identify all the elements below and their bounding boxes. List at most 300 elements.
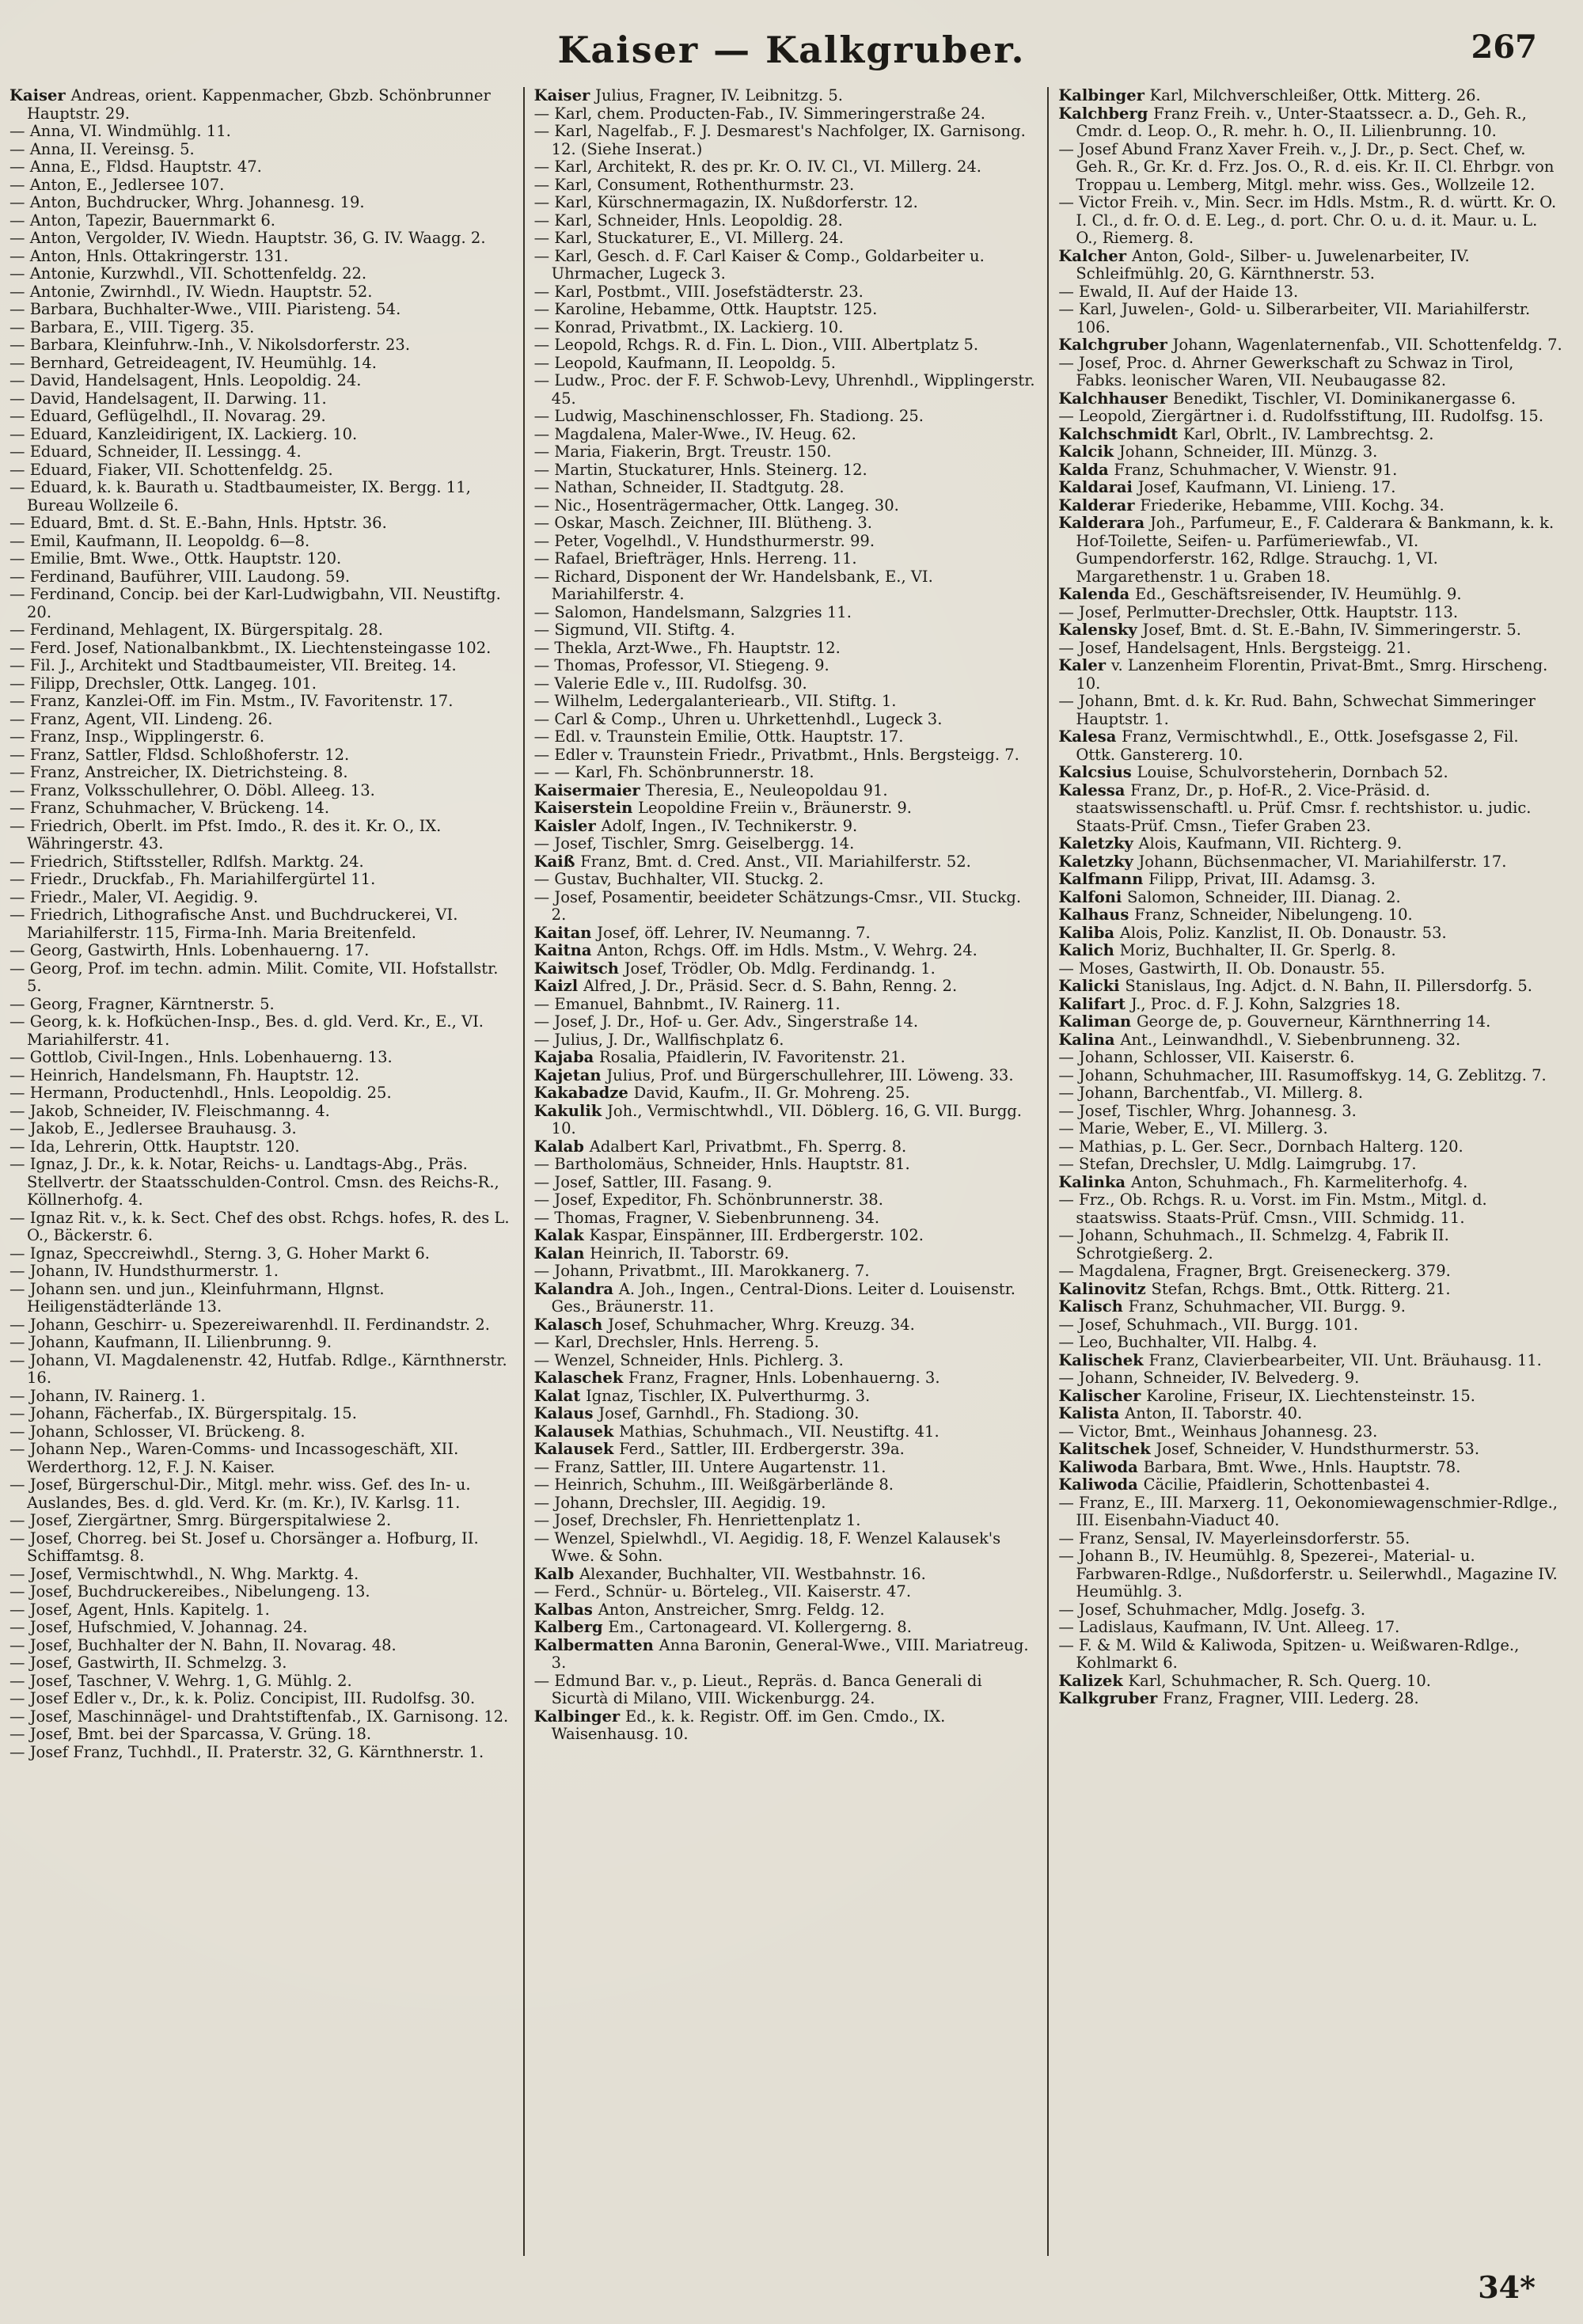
directory-entry [534, 336, 1038, 355]
entry-text: v. Lanzenheim Florentin, Privat-Bmt., Smrg. Hirscheng. 10. [1076, 656, 1548, 693]
entry-text: Ferd., Sattler, III. Erdbergerstr. 39a. [619, 1440, 905, 1458]
entry-text: — Peter, Vogelhdl., V. Hundsthurmerstr. 99. [533, 531, 875, 550]
entry-text: — Karl, Schneider, Hnls. Leopoldig. 28. [533, 211, 843, 230]
directory-entry [9, 390, 514, 408]
directory-entry [9, 408, 514, 426]
directory-entry [9, 1673, 514, 1691]
directory-entry [534, 835, 1038, 853]
directory-entry [9, 1654, 514, 1673]
entry-surname: Kalhaus [1058, 906, 1135, 924]
directory-entry [9, 1637, 514, 1655]
entry-text: — Sigmund, VII. Stiftg. 4. [533, 621, 735, 639]
directory-entry [1058, 443, 1562, 461]
entry-text: — Josef, Handelsagent, Hnls. Bergsteigg. 21. [1058, 638, 1411, 657]
directory-entry [534, 87, 1038, 105]
entry-text: — Josef, Posamentir, beeideter Schätzungs-Cmsr., VII. Stuckg. 2. [533, 887, 1022, 924]
entry-text: — Edler v. Traunstein Friedr., Privatbmt., Hnls. Bergsteigg. 7. [533, 745, 1019, 764]
directory-entry [9, 621, 514, 640]
entry-text: — Karl, chem. Producten-Fab., IV. Simmeringerstraße 24. [533, 104, 985, 123]
entry-text: Barbara, Bmt. Wwe., Hnls. Hauptstr. 78. [1143, 1457, 1461, 1476]
directory-entry [534, 1494, 1038, 1513]
entry-text: — Johann, Schuhmach., II. Schmelzg. 4, Fabrik II. Schrotgießerg. 2. [1058, 1226, 1449, 1263]
directory-entry [534, 1476, 1038, 1494]
directory-entry [1058, 1263, 1562, 1281]
entry-text: — — Karl, Fh. Schönbrunnerstr. 18. [533, 763, 814, 781]
directory-entry [9, 657, 514, 675]
directory-entry [534, 230, 1038, 248]
entry-surname: Kaldarai [1058, 478, 1138, 496]
entry-text: — Josef, Perlmutter-Drechsler, Ottk. Hauptstr. 113. [1058, 602, 1459, 621]
entry-text: — David, Handelsagent, Hnls. Leopoldig. 24. [9, 371, 362, 389]
entry-text: — Franz, Agent, VII. Lindeng. 26. [9, 709, 273, 728]
entry-text: — Thomas, Professor, VI. Stiegeng. 9. [533, 656, 829, 674]
entry-text: — Frz., Ob. Rchgs. R. u. Vorst. im Fin. Mstm., Mitgl. d. staatswiss. Staats-Prüf. Cmsn., VIII. Schmidg. 11. [1058, 1190, 1487, 1227]
entry-text: — Salomon, Handelsmann, Salzgries 11. [533, 602, 852, 621]
directory-entry [534, 1673, 1038, 1708]
entry-surname: Kalbas [533, 1600, 598, 1619]
entry-text: — Hermann, Productenhdl., Hnls. Leopoldig. 25. [9, 1084, 392, 1102]
directory-entry [534, 408, 1038, 426]
entry-surname: Kalan [533, 1244, 590, 1263]
entry-text: Stanislaus, Ing. Adjct. d. N. Bahn, II. Pillersdorfg. 5. [1125, 977, 1532, 995]
entry-surname: Kalcsius [1058, 763, 1137, 781]
entry-surname: Kalischer [1058, 1386, 1147, 1405]
entry-text: — Wilhelm, Ledergalanteriearb., VII. Stiftg. 1. [533, 692, 897, 710]
directory-entry [9, 1067, 514, 1085]
directory-entry [1058, 978, 1562, 996]
entry-text: — Johann, Schneider, IV. Belvederg. 9. [1058, 1369, 1360, 1387]
entry-surname: Kakabadze [533, 1084, 634, 1102]
directory-entry [9, 1281, 514, 1316]
entry-text: — Victor Freih. v., Min. Secr. im Hdls. Mstm., R. d. württ. Kr. O. I. Cl., d. fr. O. d. E. Leg., d. port. Chr. O. u. d. it. Maur. u. L. O., Riemerg. 8. [1058, 193, 1557, 247]
entry-text: Franz Freih. v., Unter-Staatssecr. a. D., Geh. R., Cmdr. d. Leop. O., R. mehr. h. O., II. Lilienbrunng. 10. [1076, 104, 1527, 140]
directory-entry [534, 105, 1038, 123]
entry-text: — Josef, Expeditor, Fh. Schönbrunnerstr. 38. [533, 1190, 883, 1209]
entry-text: — Konrad, Privatbmt., IX. Lackierg. 10. [533, 317, 844, 336]
entry-surname: Kalasch [533, 1315, 609, 1334]
entry-text: Karl, Schuhmacher, R. Sch. Querg. 10. [1128, 1671, 1431, 1690]
directory-entry [9, 1388, 514, 1406]
directory-entry [1058, 1281, 1562, 1299]
directory-entry [534, 1583, 1038, 1601]
entry-text: Cäcilie, Pfaidlerin, Schottenbastei 4. [1143, 1475, 1430, 1494]
entry-text: — Anna, E., Fldsd. Hauptstr. 47. [9, 158, 262, 176]
entry-text: Franz, Fragner, VIII. Lederg. 28. [1163, 1689, 1419, 1707]
entry-text: Mathias, Schuhmach., VII. Neustiftg. 41. [619, 1422, 940, 1441]
entry-text: — Josef, Agent, Hnls. Kapitelg. 1. [9, 1600, 270, 1619]
entry-text: — Josef, Tischler, Whrg. Johannesg. 3. [1058, 1101, 1357, 1120]
entry-text: — Eduard, Fiaker, VII. Schottenfeldg. 25. [9, 460, 333, 479]
page-title: Kaiser — Kalkgruber. [557, 28, 1026, 71]
entry-text: — Josef, Buchdruckereibes., Nibelungeng. 13. [9, 1582, 370, 1601]
entry-surname: Kalchschmidt [1058, 424, 1183, 443]
entry-surname: Kalaschek [533, 1369, 629, 1387]
entry-text: Ant., Leinwandhdl., V. Siebenbrunneng. 32. [1120, 1030, 1461, 1049]
entry-surname: Kaisler [533, 816, 602, 835]
directory-entry [1058, 1530, 1562, 1548]
directory-entry [1058, 621, 1562, 640]
directory-entry [534, 925, 1038, 943]
entry-text: — Eduard, Schneider, II. Lessingg. 4. [9, 442, 302, 461]
directory-entry [534, 1708, 1038, 1744]
entry-text: Em., Cartonageard. VI. Kollergerng. 8. [608, 1618, 912, 1636]
directory-entry [1058, 1547, 1562, 1601]
directory-entry [1058, 1031, 1562, 1050]
entry-surname: Kajaba [533, 1048, 600, 1066]
directory-entry [9, 1209, 514, 1245]
entry-text: Karoline, Friseur, IX. Liechtensteinstr. 15. [1146, 1386, 1475, 1405]
entry-text: — Anna, II. Vereinsg. 5. [9, 139, 195, 158]
entry-text: J., Proc. d. F. J. Kohn, Salzgries 18. [1130, 994, 1401, 1013]
entry-surname: Kaliwoda [1058, 1457, 1144, 1476]
directory-entry [1058, 925, 1562, 943]
entry-text: — Josef, Chorreg. bei St. Josef u. Chorsänger a. Hofburg, II. Schiffamtsg. 8. [9, 1528, 479, 1565]
entry-text: Anton, II. Taborstr. 40. [1125, 1404, 1303, 1422]
entry-text: Kaspar, Einspänner, III. Erdbergerstr. 102. [589, 1226, 924, 1244]
directory-entry [534, 1512, 1038, 1530]
entry-text: — Josef, Proc. d. Ahrner Gewerkschaft zu Schwaz in Tirol, Fabks. leonischer Waren, VII. Neubaugasse 82. [1058, 353, 1514, 389]
entry-text: — Friedr., Maler, VI. Aegidig. 9. [9, 887, 259, 906]
entry-text: — Nathan, Schneider, II. Stadtgutg. 28. [533, 478, 845, 496]
entry-text: — Josef, Tischler, Smrg. Geiselbergg. 14. [533, 834, 855, 853]
directory-entry [1058, 853, 1562, 872]
entry-text: — Barbara, Kleinfuhrw.-Inh., V. Nikolsdorferstr. 23. [9, 336, 411, 354]
entry-text: — Emanuel, Bahnbmt., IV. Rainerg. 11. [533, 994, 841, 1013]
directory-entry [1058, 355, 1562, 390]
directory-entry [534, 1209, 1038, 1228]
directory-entry [1058, 1673, 1562, 1691]
entry-text: Anton, Rchgs. Off. im Hdls. Mstm., V. Wehrg. 24. [597, 941, 978, 959]
directory-entry [534, 1334, 1038, 1352]
directory-entry [1058, 1174, 1562, 1192]
entry-text: — Josef, J. Dr., Hof- u. Ger. Adv., Singerstraße 14. [533, 1012, 919, 1031]
directory-entry [1058, 657, 1562, 693]
directory-entry [534, 1281, 1038, 1316]
directory-entry [534, 1174, 1038, 1192]
entry-text: Salomon, Schneider, III. Dianag. 2. [1127, 887, 1401, 906]
entry-text: — Johann, VI. Magdalenenstr. 42, Hutfab. Rdlge., Kärnthnerstr. 16. [9, 1350, 507, 1387]
entry-text: Johann, Wagenlaternenfab., VII. Schottenfeldg. 7. [1172, 336, 1562, 354]
entry-text: — Franz, Volksschullehrer, O. Döbl. Alleeg. 13. [9, 780, 375, 799]
directory-entry [534, 1103, 1038, 1138]
entry-surname: Kalcik [1058, 442, 1119, 461]
entry-surname: Kalista [1058, 1404, 1126, 1422]
directory-entry [9, 728, 514, 746]
entry-text: Julius, Fragner, IV. Leibnitzg. 5. [595, 87, 843, 104]
directory-entry [9, 265, 514, 283]
entry-surname: Kalandra [533, 1279, 619, 1298]
directory-entry [534, 996, 1038, 1014]
directory-entry [1058, 1227, 1562, 1263]
entry-text: — Ladislaus, Kaufmann, IV. Unt. Alleeg. 17. [1058, 1618, 1400, 1636]
directory-entry [534, 1423, 1038, 1441]
entry-text: — Franz, Sattler, III. Untere Augartenstr. 11. [533, 1457, 886, 1476]
entry-text: — Friedr., Druckfab., Fh. Mariahilfergürtel 11. [9, 870, 376, 888]
entry-text: — Johann, Schlosser, VI. Brückeng. 8. [9, 1422, 306, 1441]
entry-text: — Emil, Kaufmann, II. Leopoldg. 6—8. [9, 531, 310, 550]
entry-text: — Georg, Prof. im techn. admin. Milit. Comite, VII. Hofstallstr. 5. [9, 959, 499, 995]
directory-entry [1058, 515, 1562, 586]
entry-text: — Moses, Gastwirth, II. Ob. Donaustr. 55. [1058, 959, 1386, 978]
directory-entry [534, 533, 1038, 551]
directory-entry [534, 443, 1038, 461]
entry-surname: Kalinka [1058, 1172, 1131, 1191]
entry-text: — Karoline, Hebamme, Ottk. Hauptstr. 125. [533, 300, 878, 318]
directory-entry [1058, 1013, 1562, 1031]
directory-entry [534, 194, 1038, 212]
entry-text: Rosalia, Pfaidlerin, IV. Favoritenstr. 21. [599, 1048, 905, 1066]
entry-surname: Kalbinger [1058, 87, 1150, 104]
directory-entry [1058, 1298, 1562, 1316]
entry-surname: Kalfmann [1058, 870, 1149, 888]
directory-entry [9, 141, 514, 159]
directory-entry [1058, 1441, 1562, 1459]
directory-entry [534, 1316, 1038, 1335]
directory-entry [1058, 87, 1562, 105]
directory-entry [534, 604, 1038, 622]
entry-text: — Eduard, k. k. Baurath u. Stadtbaumeister, IX. Bergg. 11, Bureau Wollzeile 6. [9, 478, 471, 515]
directory-entry [534, 960, 1038, 978]
entry-text: — Karl, Stuckaturer, E., VI. Millerg. 24. [533, 229, 844, 247]
directory-entry [534, 283, 1038, 302]
directory-entry [9, 1530, 514, 1566]
entry-text: Josef, Schuhmacher, Whrg. Kreuzg. 34. [608, 1315, 915, 1334]
entry-surname: Kalfoni [1058, 887, 1128, 906]
directory-entry [1058, 1316, 1562, 1335]
directory-entry [534, 1138, 1038, 1156]
entry-text: Ed., Geschäftsreisender, IV. Heumühlg. 9. [1134, 585, 1462, 603]
entry-text: — Ferdinand, Concip. bei der Karl-Ludwigbahn, VII. Neustiftg. 20. [9, 585, 501, 621]
directory-entry [1058, 960, 1562, 978]
directory-entry [534, 1459, 1038, 1477]
entry-surname: Kalich [1058, 941, 1120, 959]
entry-text: — Ida, Lehrerin, Ottk. Hauptstr. 120. [9, 1137, 300, 1156]
entry-surname: Kaiser [533, 87, 596, 104]
directory-entry [1058, 1120, 1562, 1138]
directory-entry [1058, 1423, 1562, 1441]
entry-text: — Valerie Edle v., III. Rudolfsg. 30. [533, 674, 807, 693]
entry-text: — Karl, Drechsler, Hnls. Herreng. 5. [533, 1333, 819, 1351]
directory-entry [9, 177, 514, 195]
entry-text: Franz, Vermischtwhdl., E., Ottk. Josefsgasse 2, Fil. Ottk. Ganstererg. 10. [1076, 727, 1519, 764]
entry-text: — Josef, Hufschmied, V. Johannag. 24. [9, 1618, 308, 1636]
directory-entry [9, 1084, 514, 1103]
entry-surname: Kalak [533, 1226, 590, 1244]
entry-surname: Kalderara [1058, 514, 1150, 532]
entry-text: Joh., Parfumeur, E., F. Calderara & Bankmann, k. k. Hof-Toilette, Seifen- u. Parfümeriewfab., VI. Gumpendorferstr. 162, Rdlge. Strauchg. 1, VI. Margarethenstr. 1 u. Graben 18. [1076, 514, 1555, 586]
entry-surname: Kaiwitsch [533, 959, 624, 978]
entry-text: — Stefan, Drechsler, U. Mdlg. Laimgrubg. 17. [1058, 1155, 1417, 1173]
entry-text: — Anna, VI. Windmühlg. 11. [9, 122, 231, 140]
directory-entry [534, 640, 1038, 658]
entry-text: — Josef, Bürgerschul-Dir., Mitgl. mehr. wiss. Gef. des In- u. Auslandes, Bes. d. gld. Verd. Kr. (m. Kr.), IV. Karlsg. 11. [9, 1475, 471, 1512]
entry-surname: Kaiß [533, 852, 581, 871]
entry-surname: Kalb [533, 1564, 580, 1583]
directory-entry [1058, 586, 1562, 604]
directory-entry [534, 782, 1038, 800]
entry-text: — Jakob, Schneider, IV. Fleischmanng. 4. [9, 1101, 330, 1120]
entry-text: — Heinrich, Schuhm., III. Weißgärberlände 8. [533, 1475, 894, 1494]
directory-entry [534, 319, 1038, 337]
entry-text: — Franz, Sattler, Fldsd. Schloßhoferstr. 12. [9, 745, 350, 764]
entry-text: Louise, Schulvorsteherin, Dornbach 52. [1137, 763, 1448, 781]
entry-text: — Leopold, Ziergärtner i. d. Rudolfsstiftung, III. Rudolfsg. 15. [1058, 407, 1544, 425]
entry-text: — Anton, Tapezir, Bauernmarkt 6. [9, 211, 275, 230]
directory-entry [1058, 728, 1562, 764]
directory-entry [9, 479, 514, 515]
entry-text: — Johann sen. und jun., Kleinfuhrmann, Hlgnst. Heiligenstädterlände 13. [9, 1279, 385, 1316]
entry-text: — Maria, Fiakerin, Brgt. Treustr. 150. [533, 442, 832, 461]
entry-text: — Heinrich, Handelsmann, Fh. Hauptstr. 12. [9, 1065, 359, 1084]
entry-text: — Johann, Bmt. d. k. Kr. Rud. Bahn, Schwechat Simmeringer Hauptstr. 1. [1058, 692, 1536, 728]
directory-entry [1058, 764, 1562, 782]
directory-entry [1058, 390, 1562, 408]
entry-surname: Kaliman [1058, 1012, 1137, 1031]
entry-surname: Kalitschek [1058, 1440, 1156, 1458]
entry-surname: Kalbermatten [533, 1635, 659, 1654]
directory-entry [9, 1690, 514, 1708]
entry-surname: Kalischek [1058, 1350, 1149, 1369]
directory-entry [534, 355, 1038, 373]
entry-text: Karl, Milchverschleißer, Ottk. Mitterg. 26. [1149, 87, 1481, 104]
directory-entry [534, 248, 1038, 283]
entry-text: Alexander, Buchhalter, VII. Westbahnstr. 16. [579, 1564, 926, 1583]
entry-text: Anna Baronin, General-Wwe., VIII. Mariatreug. 3. [551, 1635, 1029, 1672]
directory-entry [9, 319, 514, 337]
entry-text: — Johann, Barchentfab., VI. Millerg. 8. [1058, 1084, 1364, 1102]
entry-text: — Rafael, Briefträger, Hnls. Herreng. 11. [533, 549, 857, 568]
directory-entry [534, 1405, 1038, 1423]
directory-entry [1058, 283, 1562, 302]
directory-entry [9, 675, 514, 693]
entry-surname: Kalensky [1058, 621, 1143, 639]
entry-text: Franz, Schuhmacher, V. Wienstr. 91. [1114, 460, 1398, 479]
entry-text: Benedikt, Tischler, VI. Dominikanergasse 6. [1172, 389, 1517, 408]
entry-surname: Kaizl [533, 977, 583, 995]
entry-text: — Antonie, Kurzwhdl., VII. Schottenfeldg. 22. [9, 264, 367, 283]
directory-entry [9, 871, 514, 889]
directory-entry [534, 764, 1038, 782]
directory-entry [1058, 1476, 1562, 1494]
directory-entry [9, 1476, 514, 1512]
directory-entry [1058, 426, 1562, 444]
entry-text: — Leo, Buchhalter, VII. Halbg. 4. [1058, 1333, 1318, 1351]
entry-surname: Kaisermaier [533, 780, 646, 799]
entry-text: — Thomas, Fragner, V. Siebenbrunneng. 34. [533, 1208, 880, 1227]
directory-entry [9, 1316, 514, 1335]
entry-text: — Eduard, Kanzleidirigent, IX. Lackierg. 10. [9, 424, 358, 443]
entry-text: Franz, Clavierbearbeiter, VII. Unt. Bräuhausg. 11. [1148, 1350, 1542, 1369]
entry-surname: Kalizek [1058, 1671, 1129, 1690]
entry-surname: Kalesa [1058, 727, 1122, 746]
entry-surname: Kaliwoda [1058, 1475, 1144, 1494]
directory-entry [9, 283, 514, 302]
entry-text: Franz, Bmt. d. Cred. Anst., VII. Mariahilferstr. 52. [580, 852, 971, 871]
entry-text: — Ferd. Josef, Nationalbankbmt., IX. Liechtensteingasse 102. [9, 638, 492, 657]
entry-text: — Georg, Fragner, Kärntnerstr. 5. [9, 994, 275, 1013]
directory-entry [534, 1031, 1038, 1050]
entry-surname: Kalab [533, 1137, 590, 1156]
directory-entry [9, 1156, 514, 1209]
directory-entry [9, 1744, 514, 1762]
entry-text: Joh., Vermischtwhdl., VII. Döblerg. 16, G. VII. Burgg. 10. [551, 1101, 1023, 1137]
directory-entry [9, 1726, 514, 1744]
entry-text: Friederike, Hebamme, VIII. Kochg. 34. [1140, 496, 1444, 515]
entry-text: Leopoldine Freiin v., Bräunerstr. 9. [638, 799, 912, 817]
entry-surname: Kalausek [533, 1422, 620, 1441]
entry-surname: Kalifart [1058, 994, 1131, 1013]
entry-text: — Anton, E., Jedlersee 107. [9, 175, 225, 194]
entry-text: — Ludwig, Maschinenschlosser, Fh. Stadiong. 25. [533, 407, 924, 425]
entry-text: — Josef, Buchhalter der N. Bahn, II. Novarag. 48. [9, 1635, 397, 1654]
directory-entry [9, 640, 514, 658]
directory-entry [534, 1566, 1038, 1584]
entry-text: — Friedrich, Lithografische Anst. und Buchdruckerei, VI. Mariahilferstr. 115, Firma-Inh. Maria Breitenfeld. [9, 906, 458, 942]
directory-entry [9, 1245, 514, 1263]
entry-text: — Johann, Schlosser, VII. Kaiserstr. 6. [1058, 1048, 1355, 1066]
directory-entry [534, 515, 1038, 533]
directory-entry [1058, 105, 1562, 141]
entry-text: — Johann, Drechsler, III. Aegidig. 19. [533, 1493, 826, 1512]
directory-entry [1058, 1369, 1562, 1388]
directory-entry [9, 1566, 514, 1584]
directory-entry [9, 123, 514, 141]
directory-entry [1058, 889, 1562, 907]
directory-entry [9, 550, 514, 568]
entry-text: — Emilie, Bmt. Wwe., Ottk. Hauptstr. 120. [9, 549, 342, 568]
directory-entry [534, 568, 1038, 604]
entry-text: — Friedrich, Stiftssteller, Rdlfsh. Marktg. 24. [9, 852, 364, 871]
entry-surname: Kalchhauser [1058, 389, 1173, 408]
entry-text: — Karl, Gesch. d. F. Carl Kaiser & Comp., Goldarbeiter u. Uhrmacher, Lugeck 3. [533, 246, 985, 283]
entry-text: — Eduard, Geflügelhdl., II. Novarag. 29. [9, 407, 326, 425]
entry-text: — Josef, Taschner, V. Wehrg. 1, G. Mühlg. 2. [9, 1671, 352, 1690]
directory-entry [534, 301, 1038, 319]
entry-text: — Karl, Postbmt., VIII. Josefstädterstr. 23. [533, 282, 864, 301]
directory-entry [1058, 1601, 1562, 1620]
entry-text: — Franz, Insp., Wipplingerstr. 6. [9, 727, 265, 746]
directory-entry [534, 1369, 1038, 1388]
directory-entry [9, 515, 514, 533]
entry-text: A. Joh., Ingen., Central-Dions. Leiter d. Louisenstr. Ges., Bräunerstr. 11. [551, 1279, 1015, 1316]
directory-entry [1058, 835, 1562, 853]
entry-text: — Josef, Sattler, III. Fasang. 9. [533, 1172, 773, 1191]
entry-text: Anton, Schuhmach., Fh. Karmeliterhofg. 4. [1130, 1172, 1468, 1191]
entry-surname: Kaletzky [1058, 852, 1139, 871]
entry-text: — Leopold, Kaufmann, II. Leopoldg. 5. [533, 353, 836, 372]
entry-surname: Kalina [1058, 1030, 1121, 1049]
directory-entry [9, 1334, 514, 1352]
entry-text: — Johann, Kaufmann, II. Lilienbrunng. 9. [9, 1333, 332, 1351]
entry-text: — Victor, Bmt., Weinhaus Johannesg. 23. [1058, 1422, 1378, 1441]
directory-entry [1058, 1690, 1562, 1708]
directory-entry [534, 372, 1038, 408]
page-header [0, 24, 1583, 79]
directory-entry [1058, 248, 1562, 283]
entry-text: — Johann, Fächerfab., IX. Bürgerspitalg. 15. [9, 1404, 357, 1422]
directory-entry [1058, 906, 1562, 925]
directory-entry [1058, 461, 1562, 480]
column-2 [523, 87, 1048, 2256]
entry-surname: Kalderar [1058, 496, 1141, 515]
entry-text: Ignaz, Tischler, IX. Pulverthurmg. 3. [586, 1386, 871, 1405]
entry-surname: Kaitna [533, 941, 598, 959]
directory-entry [9, 1138, 514, 1156]
directory-entry [1058, 693, 1562, 728]
entry-text: — Johann, IV. Rainerg. 1. [9, 1386, 206, 1405]
entry-text: Adalbert Karl, Privatbmt., Fh. Sperrg. 8. [589, 1137, 907, 1156]
entry-text: — Wenzel, Spielwhdl., VI. Aegidig. 18, F. Wenzel Kalausek's Wwe. & Sohn. [533, 1528, 1001, 1565]
